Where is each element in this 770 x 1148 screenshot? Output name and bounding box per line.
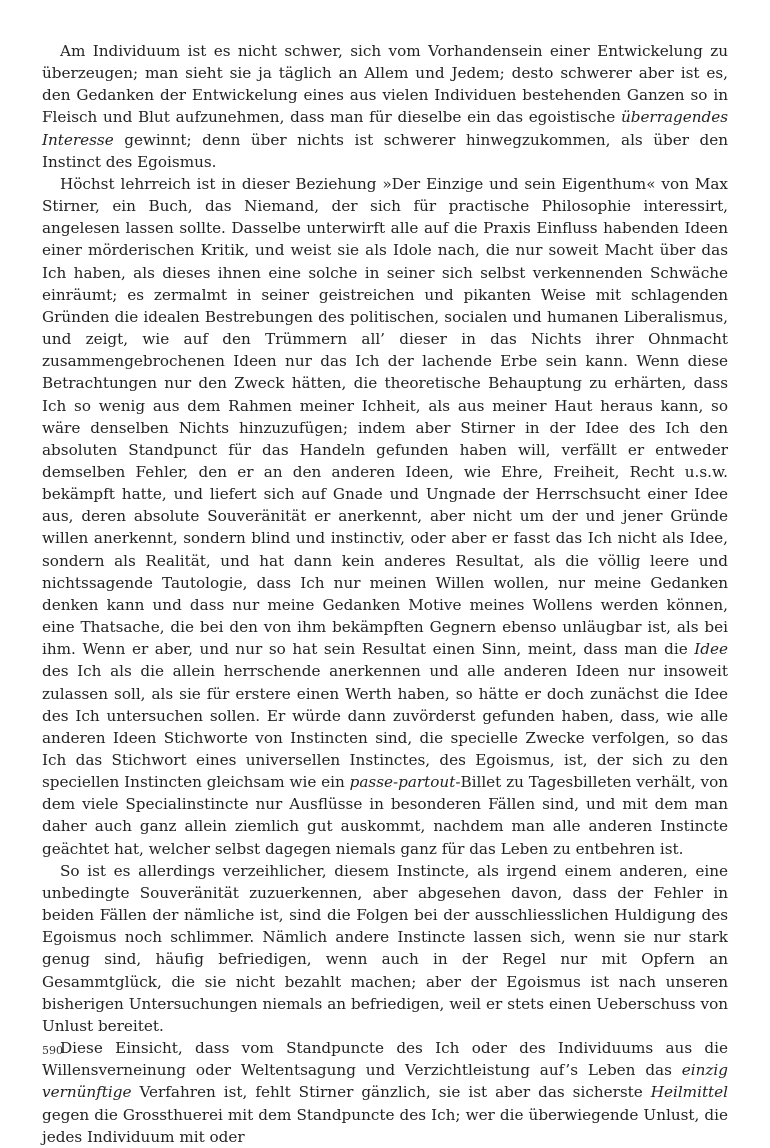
paragraph: [42, 40, 728, 173]
text-run: Höchst lehrreich ist in dieser Beziehung »Der Einzige und sein Eigenthum« von Max Stirner, ein Buch, das Niemand, der sich für practische Philosophie interessirt, angelesen lassen sollte. Dasselbe unterwirft alle auf die Praxis Einfluss habenden Ideen einer mörderischen Kritik, und weist sie als Idole nach, die nur soweit Macht über das Ich haben, als dieses ihnen eine solche in seiner sich selbst verkennenden Schwäche einräumt; es zermalmt in seiner geistreichen und pikanten Weise mit schlagenden Gründen die idealen Bestrebungen des politischen, socialen und humanen Liberalismus, und zeigt, wie auf den Trümmern all’ dieser in das Nichts ihrer Ohnmacht zusammengebrochenen Ideen nur das Ich der lachende Erbe sein kann. Wenn diese Betrachtungen nur den Zweck hätten, die theoretische Behauptung zu erhärten, dass Ich so wenig aus dem Rahmen meiner Ichheit, als aus meiner Haut heraus kann, so wäre denselben Nichts hinzuzufügen; indem aber Stirner in der Idee des Ich den absoluten Standpunct für das Handeln gefunden haben will, verfällt er entweder demselben Fehler, den er an den anderen Ideen, wie Ehre, Freiheit, Recht u.s.w. bekämpft hatte, und liefert sich auf Gnade und Ungnade der Herrschsucht einer Idee aus, deren absolute Souveränität er anerkennt, aber nicht um der und jener Gründe willen anerkennt, sondern blind und instinctiv, oder aber er fasst das Ich nicht als Idee, sondern als Realität, und hat dann kein anderes Resultat, als die völlig leere und nichtssagende Tautologie, dass Ich nur meinen Willen wollen, nur meine Gedanken denken kann und dass nur meine Gedanken Motive meines Wollens werden können, eine Thatsache, die bei den von ihm bekämpften Gegnern ebenso unläugbar ist, als bei ihm. Wenn er aber, und nur so hat sein Resultat einen Sinn, meint, dass man die: [42, 174, 728, 659]
italic-text-run: überragendes Interesse: [42, 108, 728, 149]
text-run: Verfahren ist, fehlt Stirner gänzlich, sie ist aber das sicherste: [131, 1083, 651, 1102]
text-run: gewinnt; denn über nichts ist schwerer hinwegzukommen, als über den Instinct des Egoismus.: [42, 130, 728, 171]
italic-text-run: Idee: [694, 640, 728, 659]
paragraph: [42, 1037, 728, 1148]
text-run: So ist es allerdings verzeihlicher, diesem Instincte, als irgend einem anderen, eine unbedingte Souveränität zuzuerkennen, aber abgesehen davon, dass der Fehler in beiden Fällen der nämliche ist, sind die Folgen bei der ausschliesslichen Huldigung des Egoismus noch schlimmer. Nämlich andere Instincte lassen sich, wenn sie nur stark genug sind, häufig befriedigen, wenn auch in der Regel nur mit Opfern an Gesammtglück, die sie nicht bezahlt machen; aber der Egoismus ist nach unseren bisherigen Untersuchungen niemals an befriedigen, weil er stets einen Ueberschuss von Unlust bereitet.: [42, 861, 728, 1035]
page-body: [42, 40, 728, 1148]
text-run: Am Individuum ist es nicht schwer, sich vom Vorhandensein einer Entwickelung zu überzeugen; man sieht sie ja täglich an Allem und Jedem; desto schwerer aber ist es, den Gedanken der Entwickelung eines aus vielen Individuen bestehenden Ganzen so in Fleisch und Blut aufzunehmen, dass man für dieselbe ein das egoistische: [42, 42, 728, 127]
italic-text-run: passe-partout: [349, 773, 456, 792]
text-run: Diese Einsicht, dass vom Standpuncte des Ich oder des Individuums aus die Willensverneinung oder Weltentsagung und Verzichtleistung auf’s Leben das: [42, 1039, 728, 1080]
italic-text-run: einzig vernünftige: [42, 1061, 728, 1102]
paragraph: [42, 173, 728, 860]
text-run: des Ich als die allein herrschende anerkennen und alle anderen Ideen nur insoweit zulassen soll, als sie für erstere einen Werth haben, so hätte er doch zunächst die Idee des Ich untersuchen sollen. Er würde dann zuvörderst gefunden haben, dass, wie alle anderen Ideen Stichworte von Instincten sind, die specielle Zwecke verfolgen, so das Ich das Stichwort eines universellen Instinctes, des Egoismus, ist, der sich zu den speciellen Instincten gleichsam wie ein: [42, 662, 728, 792]
page-number: 590: [42, 1044, 63, 1057]
text-run: gegen die Grossthuerei mit dem Standpuncte des Ich; wer die überwiegende Unlust, die jedes Individuum mit oder: [42, 1105, 728, 1146]
italic-text-run: Heilmittel: [650, 1083, 728, 1102]
text-run: -Billet zu Tagesbilleten verhält, von dem viele Specialinstincte nur Ausflüsse in besonderen Fällen sind, und mit dem man daher auch ganz allein ziemlich gut auskommt, nachdem man alle anderen Instincte geächtet hat, welcher selbst dagegen niemals ganz für das Leben zu entbehren ist.: [42, 773, 729, 858]
paragraph: [42, 860, 728, 1037]
